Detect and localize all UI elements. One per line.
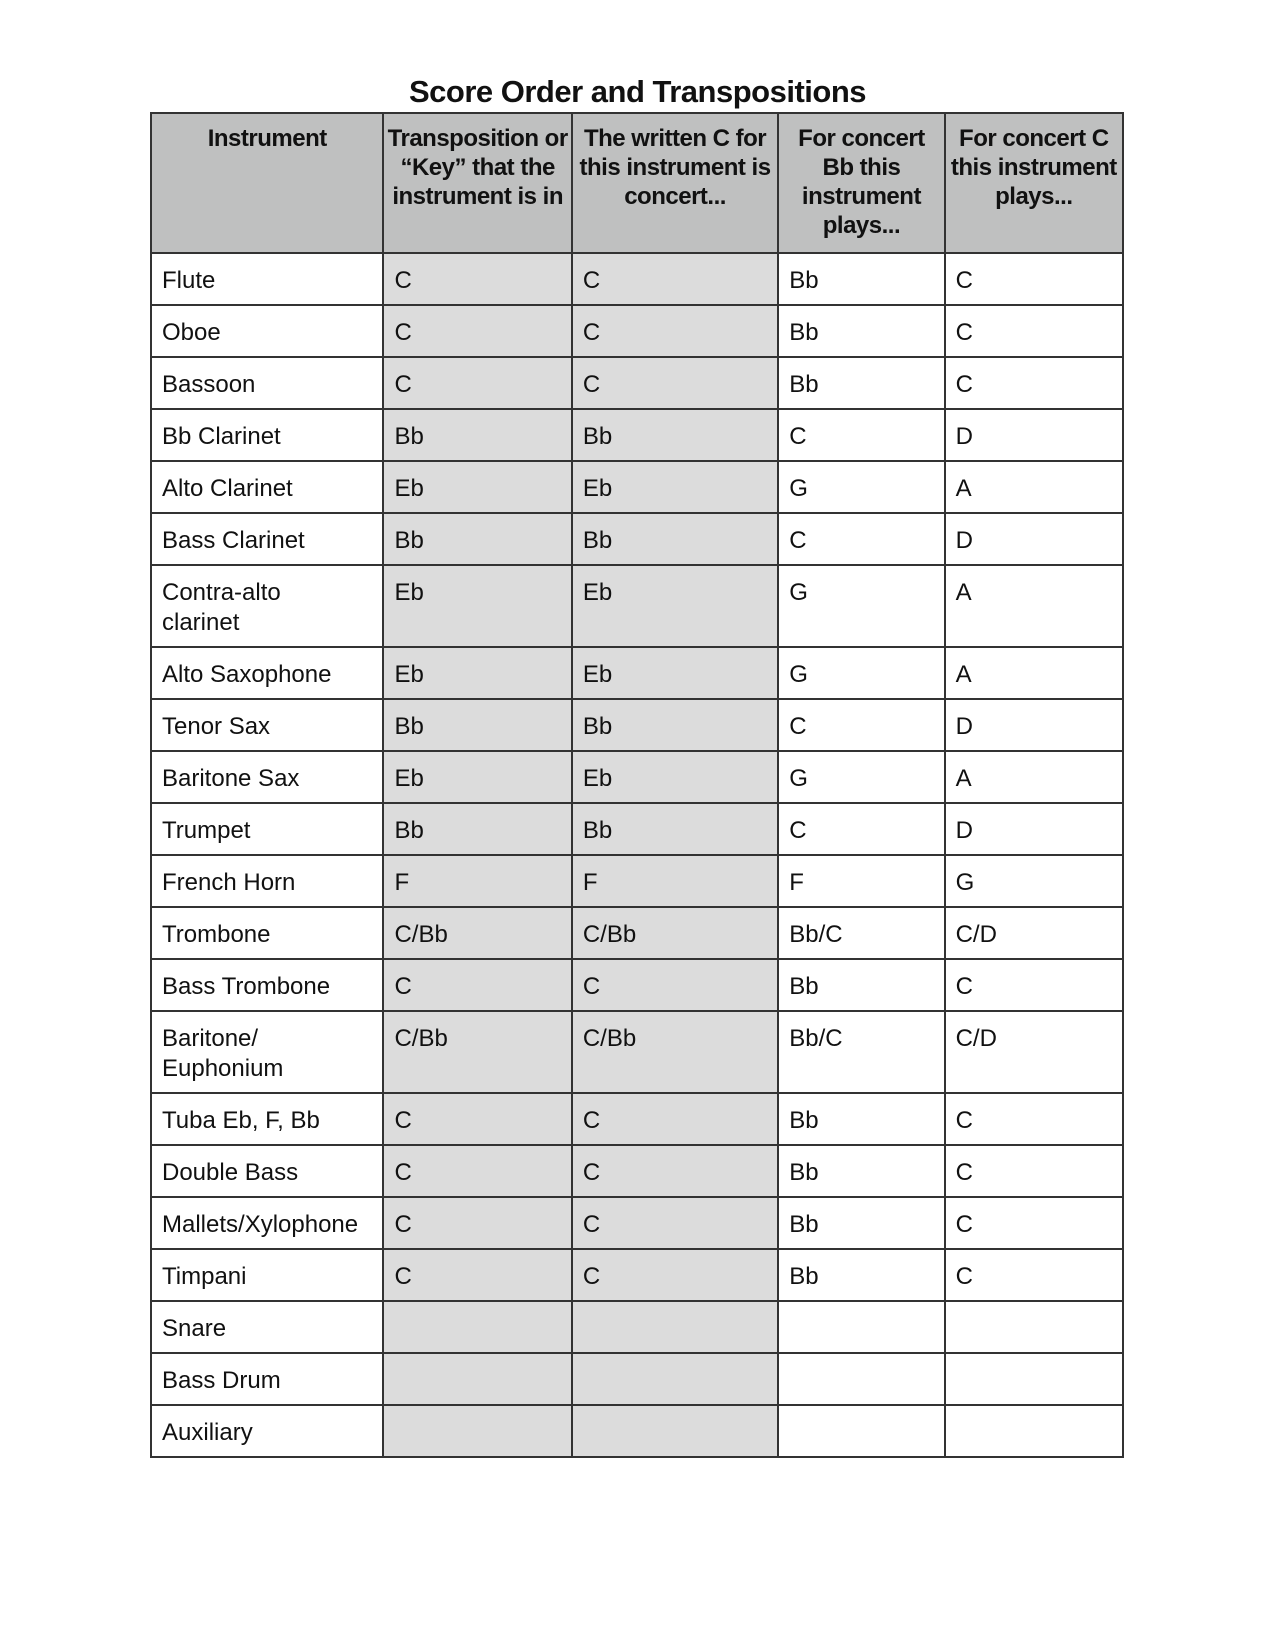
transposition-cell: Bb <box>383 699 571 751</box>
instrument-cell: Mallets/Xylophone <box>151 1197 383 1249</box>
instrument-cell: Bassoon <box>151 357 383 409</box>
written-c-cell: C/Bb <box>572 1011 778 1093</box>
header-transposition: Transposition or “Key” that the instrument is in <box>383 113 571 253</box>
concert-c-cell <box>945 1405 1123 1457</box>
written-c-cell: C <box>572 1249 778 1301</box>
written-c-cell: C <box>572 253 778 305</box>
concert-bb-cell: Bb <box>778 1249 944 1301</box>
table-row <box>151 1093 1123 1145</box>
concert-c-cell: A <box>945 647 1123 699</box>
transposition-cell: C <box>383 1197 571 1249</box>
concert-c-cell: D <box>945 409 1123 461</box>
table-row <box>151 907 1123 959</box>
transposition-cell: C/Bb <box>383 1011 571 1093</box>
concert-bb-cell: Bb/C <box>778 1011 944 1093</box>
concert-bb-cell: C <box>778 803 944 855</box>
table-row <box>151 305 1123 357</box>
concert-bb-cell: Bb/C <box>778 907 944 959</box>
transposition-cell: Bb <box>383 803 571 855</box>
transposition-cell: F <box>383 855 571 907</box>
transposition-cell: C <box>383 253 571 305</box>
concert-c-cell: C <box>945 357 1123 409</box>
written-c-cell: F <box>572 855 778 907</box>
written-c-cell: C <box>572 305 778 357</box>
transposition-cell: Bb <box>383 409 571 461</box>
concert-c-cell <box>945 1353 1123 1405</box>
instrument-cell: Bass Trombone <box>151 959 383 1011</box>
concert-c-cell: C <box>945 959 1123 1011</box>
header-instrument: Instrument <box>151 113 383 253</box>
table-row <box>151 1353 1123 1405</box>
written-c-cell: Bb <box>572 409 778 461</box>
instrument-cell: Tuba Eb, F, Bb <box>151 1093 383 1145</box>
header-written-c: The written C for this instrument is concert... <box>572 113 778 253</box>
instrument-cell: Baritone Sax <box>151 751 383 803</box>
written-c-cell: Eb <box>572 565 778 647</box>
table-row <box>151 1145 1123 1197</box>
table-row <box>151 1197 1123 1249</box>
concert-bb-cell: G <box>778 647 944 699</box>
table-row <box>151 461 1123 513</box>
concert-bb-cell: G <box>778 565 944 647</box>
written-c-cell: Bb <box>572 803 778 855</box>
table-row <box>151 959 1123 1011</box>
table-row <box>151 699 1123 751</box>
concert-bb-cell: Bb <box>778 959 944 1011</box>
concert-bb-cell <box>778 1301 944 1353</box>
transposition-cell: C <box>383 1093 571 1145</box>
table-row <box>151 565 1123 647</box>
transposition-cell: Bb <box>383 513 571 565</box>
written-c-cell <box>572 1301 778 1353</box>
written-c-cell <box>572 1353 778 1405</box>
written-c-cell: C/Bb <box>572 907 778 959</box>
transposition-cell: C <box>383 959 571 1011</box>
concert-bb-cell: G <box>778 751 944 803</box>
concert-bb-cell: Bb <box>778 1093 944 1145</box>
concert-c-cell: C <box>945 1197 1123 1249</box>
table-row <box>151 357 1123 409</box>
written-c-cell: Eb <box>572 647 778 699</box>
transposition-cell <box>383 1301 571 1353</box>
transposition-cell <box>383 1405 571 1457</box>
concert-c-cell: D <box>945 513 1123 565</box>
concert-bb-cell <box>778 1353 944 1405</box>
table-row <box>151 1405 1123 1457</box>
concert-bb-cell: G <box>778 461 944 513</box>
page-title: Score Order and Transpositions <box>408 74 866 109</box>
concert-bb-cell: Bb <box>778 253 944 305</box>
concert-bb-cell: C <box>778 409 944 461</box>
concert-bb-cell: Bb <box>778 1145 944 1197</box>
transposition-cell: Eb <box>383 751 571 803</box>
transposition-cell: C <box>383 1145 571 1197</box>
transposition-cell: Eb <box>383 647 571 699</box>
header-row <box>151 113 1123 253</box>
transposition-cell <box>383 1353 571 1405</box>
concert-c-cell: C <box>945 1249 1123 1301</box>
concert-c-cell: A <box>945 461 1123 513</box>
concert-c-cell <box>945 1301 1123 1353</box>
concert-c-cell: D <box>945 803 1123 855</box>
written-c-cell: C <box>572 1093 778 1145</box>
concert-c-cell: C/D <box>945 1011 1123 1093</box>
concert-c-cell: C <box>945 305 1123 357</box>
concert-bb-cell: C <box>778 513 944 565</box>
transposition-cell: C <box>383 1249 571 1301</box>
transposition-table <box>150 112 1124 1458</box>
header-concert-c: For concert C this instrument plays... <box>945 113 1123 253</box>
written-c-cell: Bb <box>572 699 778 751</box>
header-concert-bb: For concert Bb this instrument plays... <box>778 113 944 253</box>
instrument-cell: Snare <box>151 1301 383 1353</box>
instrument-cell: Alto Saxophone <box>151 647 383 699</box>
instrument-cell: Alto Clarinet <box>151 461 383 513</box>
concert-c-cell: A <box>945 751 1123 803</box>
instrument-cell: French Horn <box>151 855 383 907</box>
transposition-cell: Eb <box>383 461 571 513</box>
concert-c-cell: C <box>945 253 1123 305</box>
instrument-cell: Double Bass <box>151 1145 383 1197</box>
table-row <box>151 1011 1123 1093</box>
instrument-cell: Auxiliary <box>151 1405 383 1457</box>
table-row <box>151 647 1123 699</box>
concert-c-cell: C/D <box>945 907 1123 959</box>
transposition-cell: C <box>383 305 571 357</box>
table-row <box>151 751 1123 803</box>
instrument-cell: Trombone <box>151 907 383 959</box>
transposition-cell: Eb <box>383 565 571 647</box>
concert-bb-cell: F <box>778 855 944 907</box>
concert-bb-cell: Bb <box>778 305 944 357</box>
concert-c-cell: D <box>945 699 1123 751</box>
written-c-cell <box>572 1405 778 1457</box>
written-c-cell: C <box>572 357 778 409</box>
concert-c-cell: C <box>945 1093 1123 1145</box>
instrument-cell: Flute <box>151 253 383 305</box>
instrument-cell: Trumpet <box>151 803 383 855</box>
concert-bb-cell: Bb <box>778 357 944 409</box>
written-c-cell: Eb <box>572 751 778 803</box>
table-row <box>151 409 1123 461</box>
instrument-cell: Bass Clarinet <box>151 513 383 565</box>
written-c-cell: C <box>572 959 778 1011</box>
transposition-cell: C <box>383 357 571 409</box>
table-row <box>151 253 1123 305</box>
table-row <box>151 513 1123 565</box>
table-row <box>151 855 1123 907</box>
instrument-cell: Bb Clarinet <box>151 409 383 461</box>
concert-c-cell: A <box>945 565 1123 647</box>
written-c-cell: Bb <box>572 513 778 565</box>
concert-bb-cell: C <box>778 699 944 751</box>
written-c-cell: C <box>572 1197 778 1249</box>
transposition-cell: C/Bb <box>383 907 571 959</box>
table-row <box>151 1249 1123 1301</box>
concert-bb-cell: Bb <box>778 1197 944 1249</box>
table-row <box>151 1301 1123 1353</box>
instrument-cell: Timpani <box>151 1249 383 1301</box>
concert-c-cell: C <box>945 1145 1123 1197</box>
written-c-cell: Eb <box>572 461 778 513</box>
instrument-cell: Baritone/ Euphonium <box>151 1011 383 1093</box>
concert-bb-cell <box>778 1405 944 1457</box>
instrument-cell: Tenor Sax <box>151 699 383 751</box>
instrument-cell: Contra-alto clarinet <box>151 565 383 647</box>
instrument-cell: Oboe <box>151 305 383 357</box>
instrument-cell: Bass Drum <box>151 1353 383 1405</box>
written-c-cell: C <box>572 1145 778 1197</box>
concert-c-cell: G <box>945 855 1123 907</box>
table-row <box>151 803 1123 855</box>
